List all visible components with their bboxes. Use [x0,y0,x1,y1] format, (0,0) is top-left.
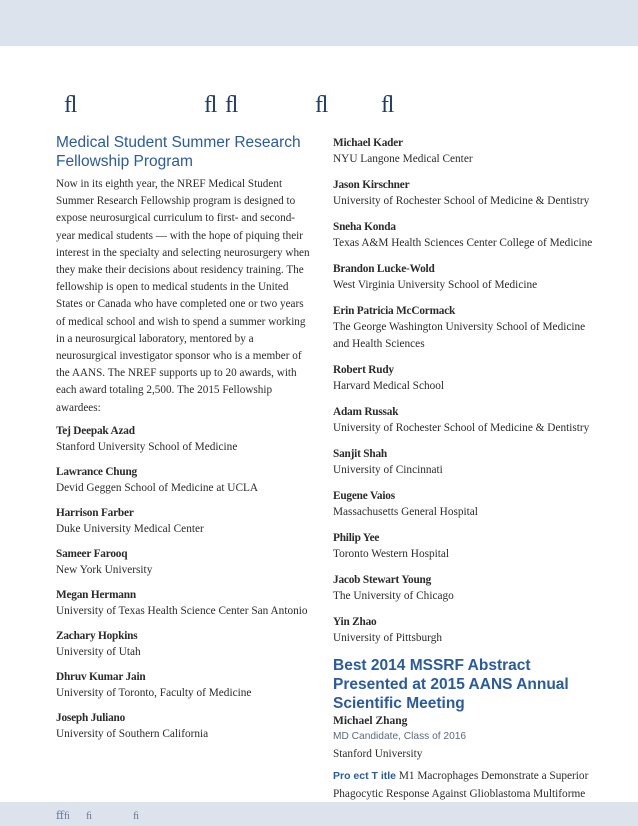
awardee [333,614,593,647]
awardee-name: Jason Kirschner [333,179,410,191]
awardee-name: Sneha Konda [333,221,396,233]
awardee-name: Lawrance Chung [56,465,137,478]
awardee-name: Yin Zhao [333,616,377,628]
awardee-name: Tej Deepak Azad [56,424,135,437]
awardee [333,177,593,210]
awardee-name: Robert Rudy [333,364,394,376]
awardee-org: The George Washington University School of Medicine and Health Sciences [333,321,586,350]
awardee [333,219,593,252]
awardee-name: Harrison Farber [56,506,134,519]
awardee-org: Stanford University School of Medicine [56,440,238,453]
awardee [333,261,593,294]
awardee-org: University of Texas Health Science Center San Antonio [56,604,308,617]
awardee-name: Michael Kader [333,137,403,149]
awardee-org: University of Utah [56,645,141,658]
awardee-org: Harvard Medical School [333,380,445,392]
awardee-org: University of Cincinnati [333,464,443,476]
awardee-org: Duke University Medical Center [56,522,204,535]
awardee-name: Dhruv Kumar Jain [56,670,146,683]
awardee [333,530,593,563]
awardee-list-right [333,135,593,647]
awardee [333,446,593,479]
left-column [56,133,312,751]
abstract-author: Michael Zhang [333,715,408,727]
awardee [56,669,312,702]
awardee-org: West Virginia University School of Medicine [333,279,538,291]
project-title-label: Pro ect T itle [333,770,397,782]
abstract-title: Best 2014 MSSRF Abstract Presented at 2015 AANS Annual Scientific Meeting [333,657,569,712]
awardee-org: University of Southern California [56,727,209,740]
awardee [333,362,593,395]
awardee-org: New York University [56,563,153,576]
heading-glyph: ﬂ [381,92,395,118]
fellowship-title: Medical Student Summer Research Fellowship Program [56,134,301,170]
awardee-org: Toronto Western Hospital [333,548,450,560]
awardee-name: Erin Patricia McCormack [333,305,456,317]
awardee-org: Massachusetts General Hospital [333,506,478,518]
awardee [56,464,312,497]
awardee-org: Devid Geggen School of Medicine at UCLA [56,481,259,494]
heading-glyph: ﬂ [64,92,78,118]
awardee-name: Zachary Hopkins [56,629,138,642]
awardee [333,404,593,437]
awardee [56,710,312,743]
awardee-name: Philip Yee [333,532,380,544]
top-band [0,0,638,46]
footer-glyph: ﬁ [133,810,140,822]
awardee [56,546,312,579]
awardee [333,488,593,521]
awardee-name: Adam Russak [333,406,399,418]
awardee-org: The University of Chicago [333,590,454,602]
awardee-org: University of Rochester School of Medicine & Dentistry [333,422,590,434]
awardee-name: Jacob Stewart Young [333,574,432,586]
heading-glyph: ﬂ [225,92,239,118]
awardee-org: Texas A&M Health Sciences Center College of Medicine [333,237,593,249]
right-column [333,135,593,821]
bottom-band [0,802,638,826]
awardee [56,423,312,456]
abstract-org: Stanford University [333,748,423,760]
awardee-name: Joseph Juliano [56,711,126,724]
footer-glyph: ﬀﬁ [56,810,70,822]
awardee [333,135,593,168]
heading-glyph: ﬂ [315,92,329,118]
awardee-org: University of Pittsburgh [333,632,442,644]
awardee-org: University of Toronto, Faculty of Medicine [56,686,252,699]
awardee [333,572,593,605]
awardee-name: Brandon Lucke-Wold [333,263,435,275]
awardee-org: University of Rochester School of Medicine & Dentistry [333,195,590,207]
awardee-name: Megan Hermann [56,588,136,601]
awardee-org: NYU Langone Medical Center [333,153,473,165]
footer-glyph: ﬁ [86,810,93,822]
awardee-list-left [56,423,312,743]
abstract-candidate: MD Candidate, Class of 2016 [333,731,467,742]
awardee [56,587,312,620]
abstract-section [333,656,593,821]
heading-glyph: ﬂ [204,92,218,118]
awardee-name: Sanjit Shah [333,448,387,460]
awardee-name: Sameer Farooq [56,547,128,560]
awardee [333,303,593,353]
project-title-text: M1 Macrophages Demonstrate a Superior Phagocytic Response Against Glioblastoma Multiforme [333,770,589,800]
awardee [56,628,312,661]
fellowship-intro: Now in its eighth year, the NREF Medical Student Summer Research Fellowship program is designed to expose neurosurgical curriculum to first- and second-year medical students — with the hope of piquing their interest in the specialty and selecting neurosurgery when they make their decisions about residency training. The fellowship is open to medical students in the United States or Canada who have completed one or two years of medical school and wish to spend a summer working in a neurosurgical laboratory, mentored by a neurosurgical investigator sponsor who is a member of the AANS. The NREF supports up to 20 awards, with each award totaling 2,500. The 2015 Fellowship awardees: [56,178,310,414]
awardee [56,505,312,538]
awardee-name: Eugene Vaios [333,490,395,502]
